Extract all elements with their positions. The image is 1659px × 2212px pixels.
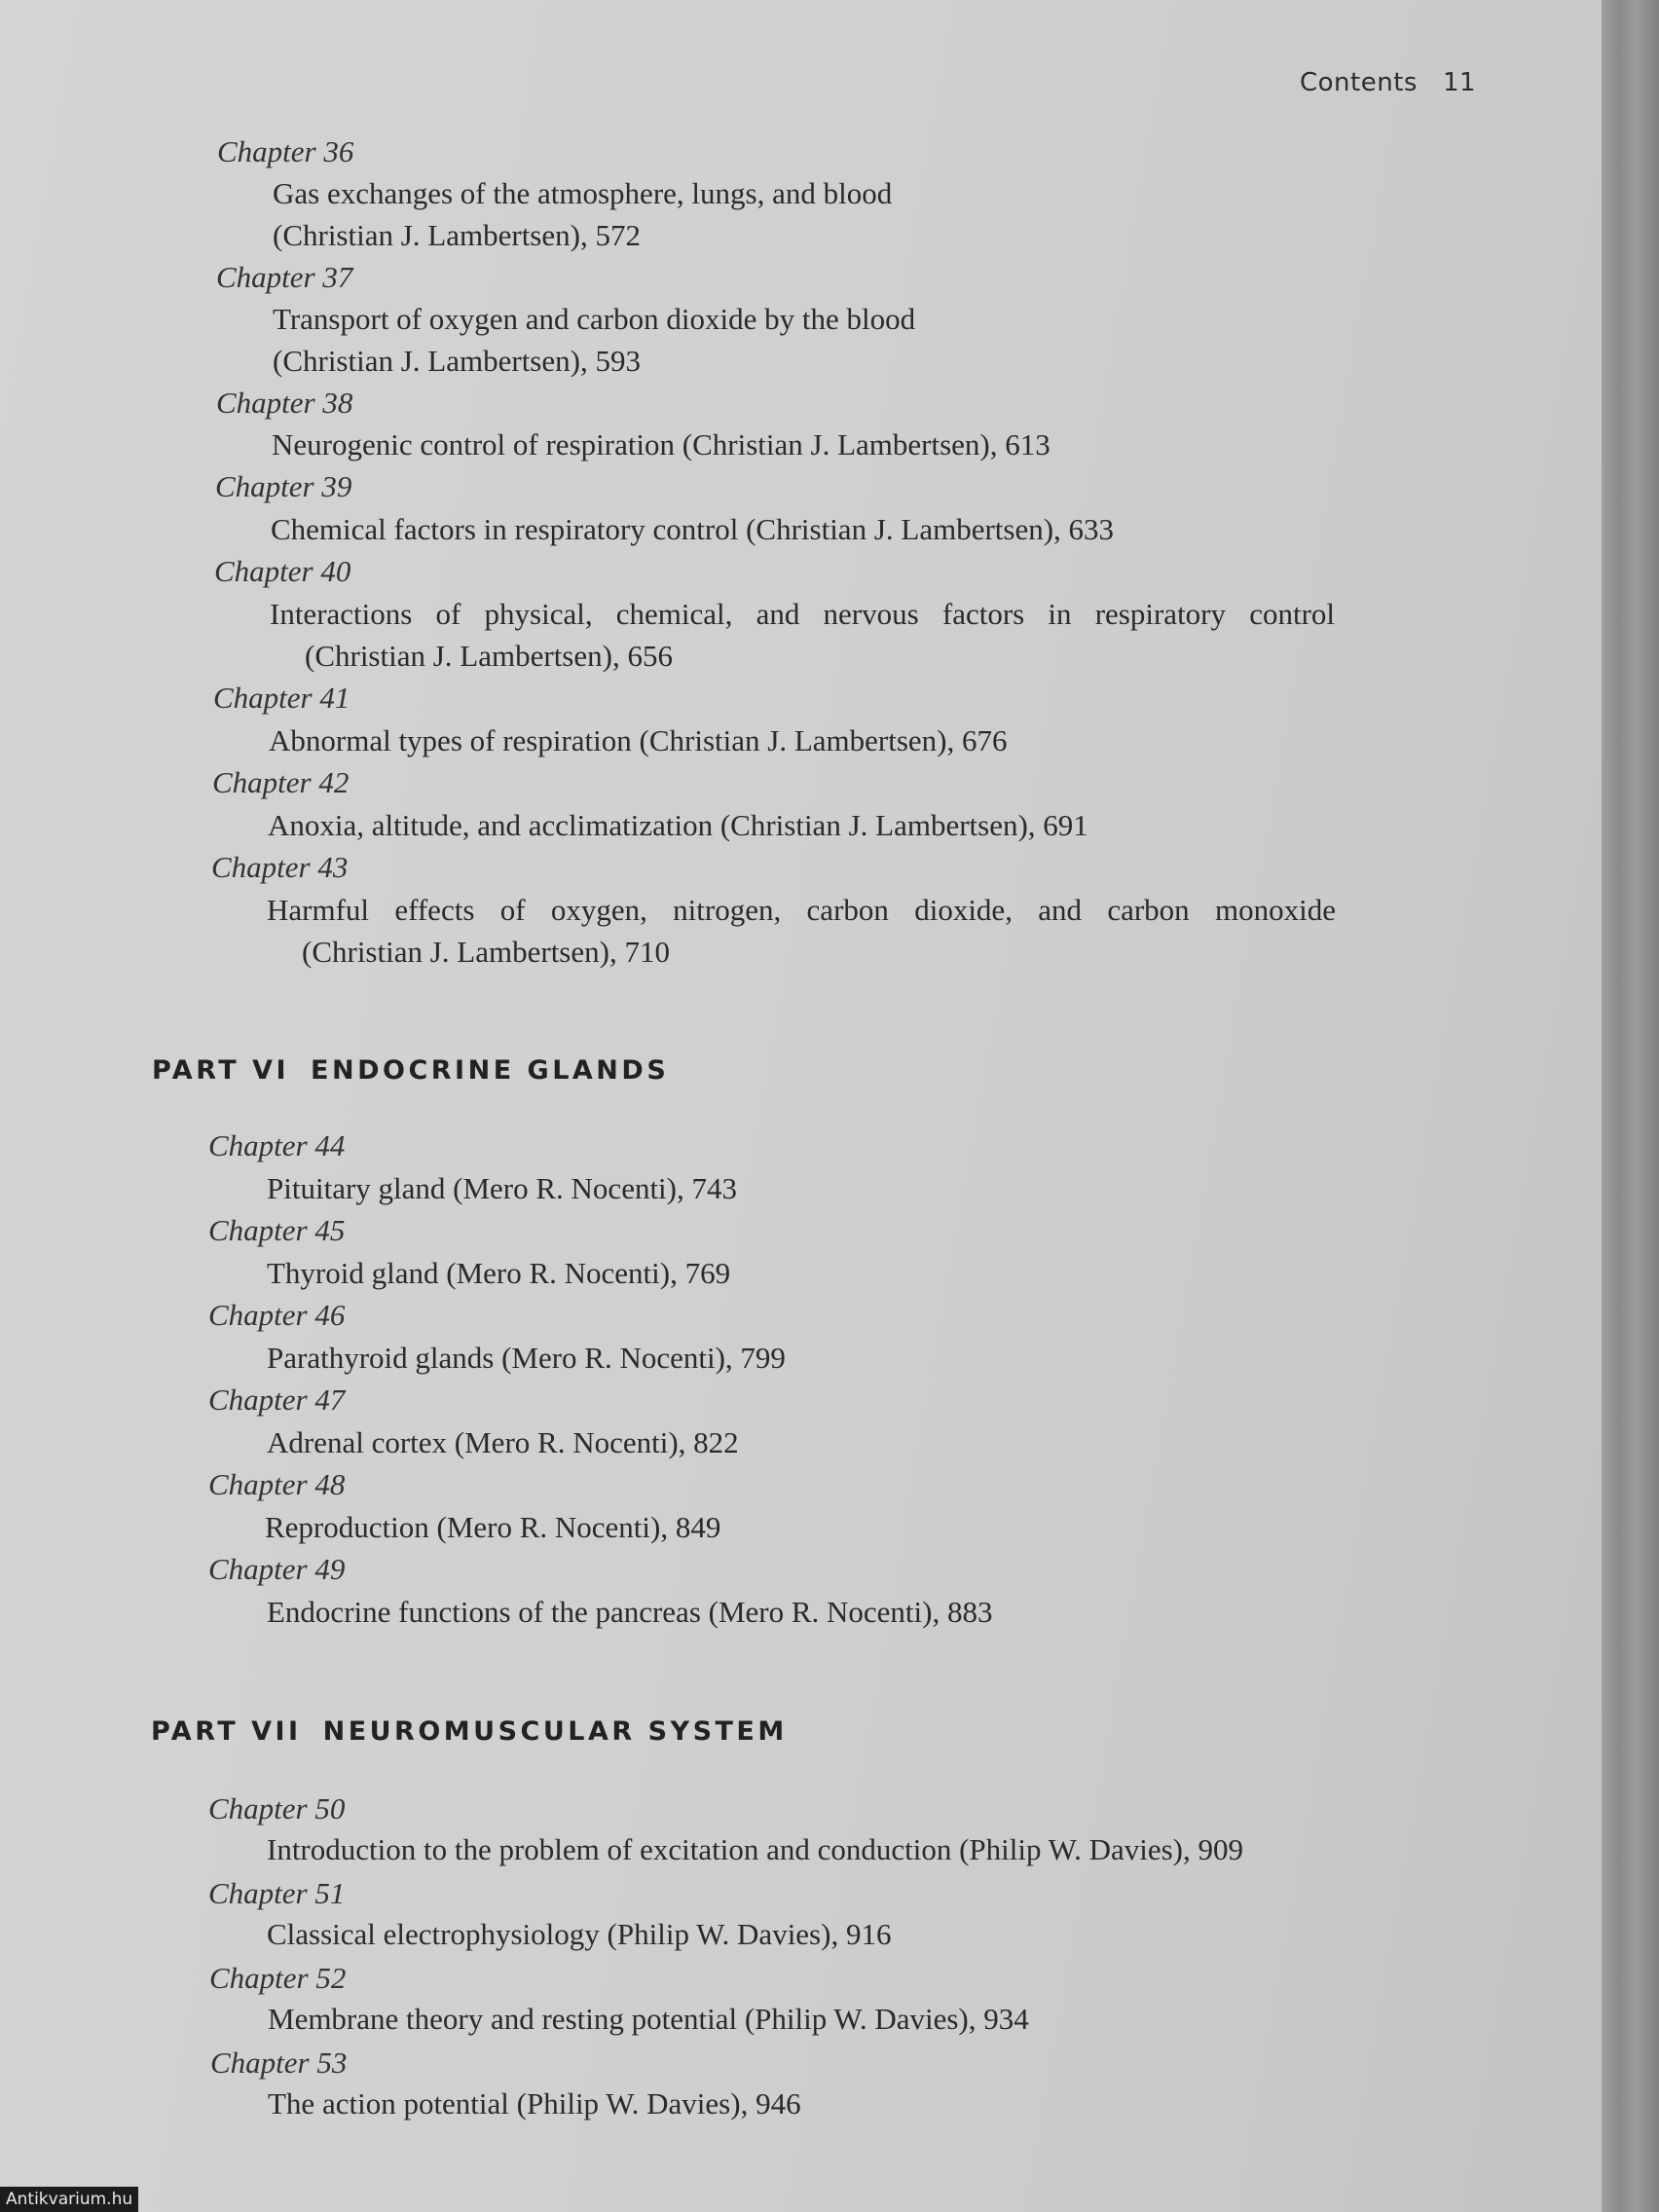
page-number: 11 — [1442, 68, 1477, 97]
chapter-label: Chapter 40 — [214, 554, 351, 588]
chapter-title: Endocrine functions of the pancreas (Mero R. Nocenti), 883 — [267, 1595, 993, 1629]
chapter-title: Classical electrophysiology (Philip W. Davies), 916 — [267, 1917, 892, 1951]
running-head — [1300, 68, 1476, 97]
chapter-label: Chapter 53 — [210, 2046, 348, 2080]
chapter-title: Transport of oxygen and carbon dioxide by the blood — [273, 302, 916, 336]
chapter-label: Chapter 48 — [208, 1467, 346, 1501]
chapter-author: (Christian J. Lambertsen), 593 — [273, 344, 641, 378]
chapter-title: Gas exchanges of the atmosphere, lungs, and blood — [273, 176, 893, 210]
chapter-label: Chapter 37 — [216, 260, 353, 294]
chapter-title: Introduction to the problem of excitation and conduction (Philip W. Davies), 909 — [267, 1832, 1244, 1866]
chapter-title: Thyroid gland (Mero R. Nocenti), 769 — [267, 1256, 731, 1290]
chapter-title: The action potential (Philip W. Davies), 946 — [268, 2086, 801, 2120]
chapter-label: Chapter 42 — [212, 765, 350, 799]
chapter-title: Neurogenic control of respiration (Christian J. Lambertsen), 613 — [272, 427, 1051, 461]
part-heading-vii — [151, 1716, 788, 1747]
chapter-title: Membrane theory and resting potential (Philip W. Davies), 934 — [268, 2002, 1029, 2036]
part-heading-vi — [152, 1055, 669, 1086]
part-title: NEUROMUSCULAR SYSTEM — [322, 1716, 788, 1747]
watermark: Antikvarium.hu — [0, 2187, 138, 2212]
chapter-title: Abnormal types of respiration (Christian J. Lambertsen), 676 — [269, 723, 1008, 757]
chapter-label: Chapter 39 — [215, 469, 352, 503]
part-number: PART VI — [152, 1055, 290, 1086]
chapter-title: Adrenal cortex (Mero R. Nocenti), 822 — [267, 1425, 739, 1459]
chapter-label: Chapter 46 — [208, 1298, 346, 1332]
page-edge-shadow — [1602, 0, 1659, 2212]
chapter-label: Chapter 36 — [217, 134, 354, 168]
chapter-title: Harmful effects of oxygen, nitrogen, carbon dioxide, and carbon monoxide — [267, 893, 1336, 927]
chapter-label: Chapter 38 — [216, 386, 353, 420]
chapter-label: Chapter 45 — [208, 1213, 346, 1247]
chapter-title: Reproduction (Mero R. Nocenti), 849 — [265, 1510, 721, 1544]
chapter-label: Chapter 44 — [208, 1128, 346, 1162]
chapter-label: Chapter 50 — [208, 1791, 346, 1825]
chapter-title: Parathyroid glands (Mero R. Nocenti), 799 — [267, 1341, 786, 1375]
chapter-label: Chapter 51 — [208, 1876, 346, 1910]
chapter-author: (Christian J. Lambertsen), 572 — [273, 218, 641, 252]
chapter-label: Chapter 49 — [208, 1552, 346, 1586]
chapter-title: Interactions of physical, chemical, and nervous factors in respiratory control — [270, 597, 1335, 631]
running-head-title: Contents — [1300, 68, 1418, 97]
chapter-title: Pituitary gland (Mero R. Nocenti), 743 — [267, 1171, 737, 1205]
chapter-label: Chapter 41 — [213, 681, 350, 715]
chapter-label: Chapter 43 — [211, 850, 349, 884]
chapter-label: Chapter 52 — [209, 1961, 347, 1995]
part-title: ENDOCRINE GLANDS — [311, 1055, 670, 1086]
chapter-author: (Christian J. Lambertsen), 656 — [305, 639, 673, 673]
chapter-label: Chapter 47 — [208, 1382, 346, 1417]
chapter-title: Anoxia, altitude, and acclimatization (Christian J. Lambertsen), 691 — [268, 808, 1088, 842]
chapter-title: Chemical factors in respiratory control (Christian J. Lambertsen), 633 — [271, 512, 1115, 546]
chapter-author: (Christian J. Lambertsen), 710 — [302, 935, 670, 969]
part-number: PART VII — [151, 1716, 302, 1747]
